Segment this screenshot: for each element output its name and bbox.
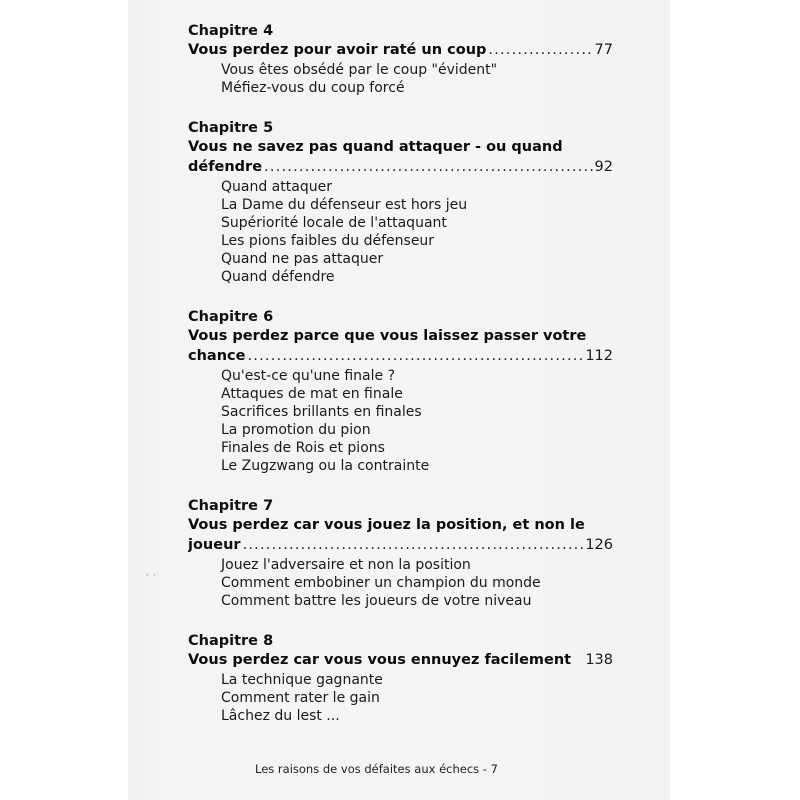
chapter-title [188,326,613,366]
section-item: Méfiez-vous du coup forcé [221,80,405,96]
chapter-title-line [188,40,613,60]
section-item: Quand attaquer [221,179,332,195]
dot-leader [243,535,584,555]
chapter-page-number: 92 [594,159,613,175]
chapter-title [188,515,613,555]
chapter-page-number: 126 [585,537,613,553]
table-of-contents [188,22,613,747]
dot-leader [488,40,592,60]
chapter-page-number: 112 [585,348,613,364]
section-list [221,671,613,725]
chapter-title [188,137,613,177]
section-item: Qu'est-ce qu'une finale ? [221,368,396,384]
scan-specks: · · [146,571,157,580]
chapter-title-text: Vous perdez car vous jouez la position, et non le [188,517,585,533]
section-list [221,556,613,610]
chapter-page-number: 77 [594,42,613,58]
toc-chapter-7 [188,497,613,610]
chapter-title-text: Vous perdez pour avoir raté un coup [188,42,487,58]
section-list [221,367,613,475]
section-item: Vous êtes obsédé par le coup "évident" [221,62,498,78]
section-item: Comment battre les joueurs de votre niveau [221,593,532,609]
chapter-title-line [188,535,613,555]
section-item: Supériorité locale de l'attaquant [221,215,447,231]
section-item: Comment embobiner un champion du monde [221,575,541,591]
section-item: Attaques de mat en finale [221,386,403,402]
chapter-title [188,650,613,670]
section-item: Finales de Rois et pions [221,440,385,456]
chapter-page-number: 138 [585,652,613,668]
chapter-title-line [188,650,613,670]
section-item: La technique gagnante [221,672,383,688]
section-item: Quand ne pas attaquer [221,251,384,267]
dot-leader [264,157,593,177]
section-item: La promotion du pion [221,422,371,438]
section-item: Comment rater le gain [221,690,380,706]
chapter-title-text: joueur [188,537,241,553]
dot-leader [247,346,583,366]
toc-chapter-6 [188,308,613,475]
chapter-title-text: Vous ne savez pas quand attaquer - ou quand [188,139,563,155]
toc-chapter-5 [188,119,613,286]
section-item: Jouez l'adversaire et non la position [221,557,471,573]
chapter-title-text: Vous perdez parce que vous laissez passer votre [188,328,587,344]
section-list [221,178,613,286]
chapter-title-text: défendre [188,159,263,175]
toc-chapter-8 [188,632,613,725]
chapter-label: Chapitre 8 [188,633,274,649]
chapter-title-text: chance [188,348,246,364]
chapter-label: Chapitre 6 [188,309,274,325]
chapter-label: Chapitre 7 [188,498,274,514]
section-item: La Dame du défenseur est hors jeu [221,197,468,213]
chapter-title [188,40,613,60]
section-item: Les pions faibles du défenseur [221,233,435,249]
section-item: Lâchez du lest ... [221,708,340,724]
chapter-title-line [188,346,613,366]
page-footer: Les raisons de vos défaites aux échecs - 7 [255,762,498,776]
section-item: Le Zugzwang ou la contrainte [221,458,430,474]
toc-chapter-4 [188,22,613,97]
chapter-label: Chapitre 5 [188,120,274,136]
chapter-label: Chapitre 4 [188,23,274,39]
section-item: Quand défendre [221,269,335,285]
section-item: Sacrifices brillants en finales [221,404,422,420]
section-list [221,61,613,97]
chapter-title-line [188,157,613,177]
chapter-title-text: Vous perdez car vous vous ennuyez facilement [188,652,572,668]
